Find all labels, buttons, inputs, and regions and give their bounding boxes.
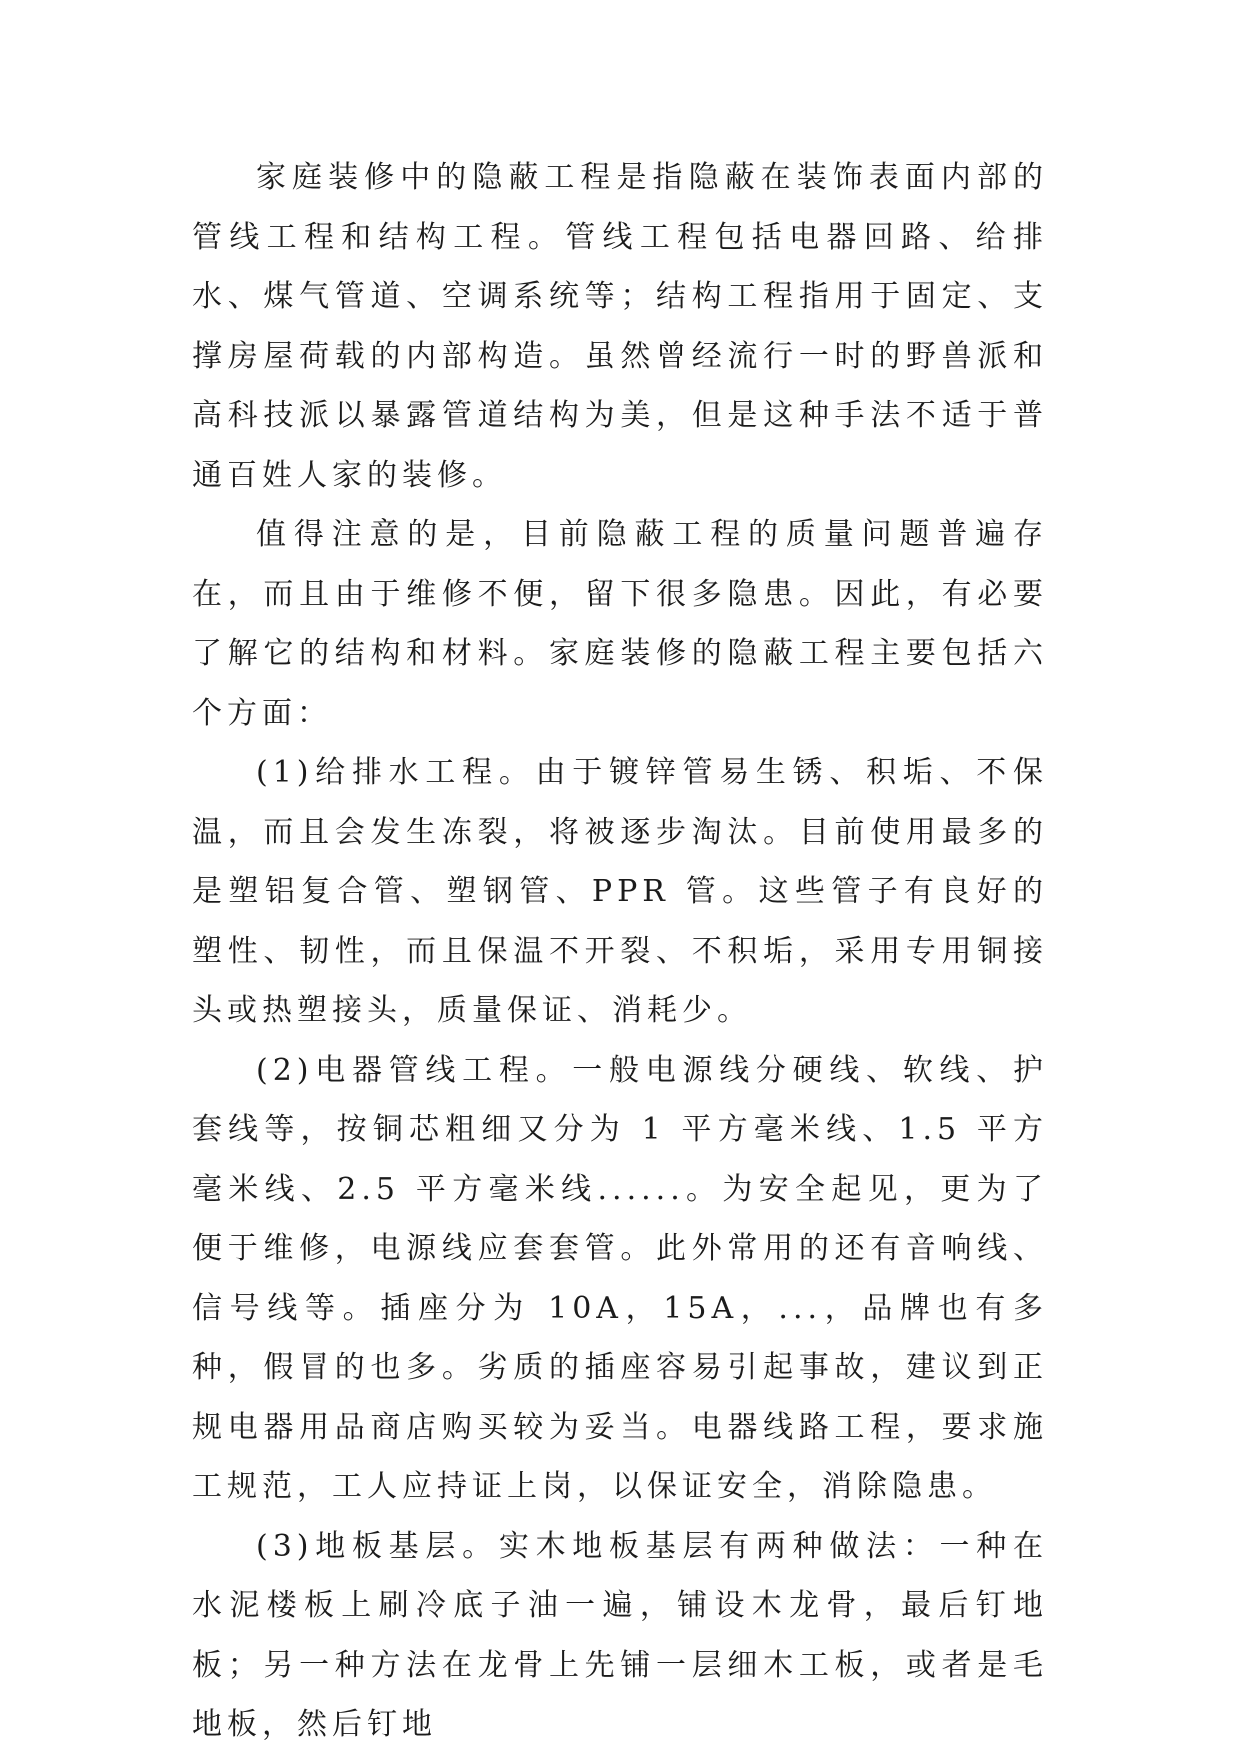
paragraph-plumbing: (1)给排水工程。由于镀锌管易生锈、积垢、不保温，而且会发生冻裂，将被逐步淘汰。目前使用最多的是塑铝复合管、塑钢管、PPR 管。这些管子有良好的塑性、韧性，而且保温不开裂、不积垢，采用专用铜接头或热塑接头，质量保证、消耗少。: [192, 755, 1048, 1028]
paragraph-quality-issues: 值得注意的是，目前隐蔽工程的质量问题普遍存在，而且由于维修不便，留下很多隐患。因此，有必要了解它的结构和材料。家庭装修的隐蔽工程主要包括六个方面：: [192, 517, 1048, 731]
document-body: [192, 148, 1048, 1755]
paragraph-hidden-works-intro: 家庭装修中的隐蔽工程是指隐蔽在装饰表面内部的管线工程和结构工程。管线工程包括电器回路、给排水、煤气管道、空调系统等；结构工程指用于固定、支撑房屋荷载的内部构造。虽然曾经流行一时的野兽派和高科技派以暴露管道结构为美，但是这种手法不适于普通百姓人家的装修。: [192, 160, 1048, 493]
paragraph-electrical: (2)电器管线工程。一般电源线分硬线、软线、护套线等，按铜芯粗细又分为 1 平方毫米线、1.5 平方毫米线、2.5 平方毫米线......。为安全起见，更为了便于维修，电源线应套套管。此外常用的还有音响线、信号线等。插座分为 10A，15A，...，品牌也有多种，假冒的也多。劣质的插座容易引起事故，建议到正规电器用品商店购买较为妥当。电器线路工程，要求施工规范，工人应持证上岗，以保证安全，消除隐患。: [192, 1052, 1048, 1504]
paragraph-floor-base: (3)地板基层。实木地板基层有两种做法：一种在水泥楼板上刷冷底子油一遍，铺设木龙骨，最后钉地板；另一种方法在龙骨上先铺一层细木工板，或者是毛地板，然后钉地: [192, 1528, 1048, 1742]
